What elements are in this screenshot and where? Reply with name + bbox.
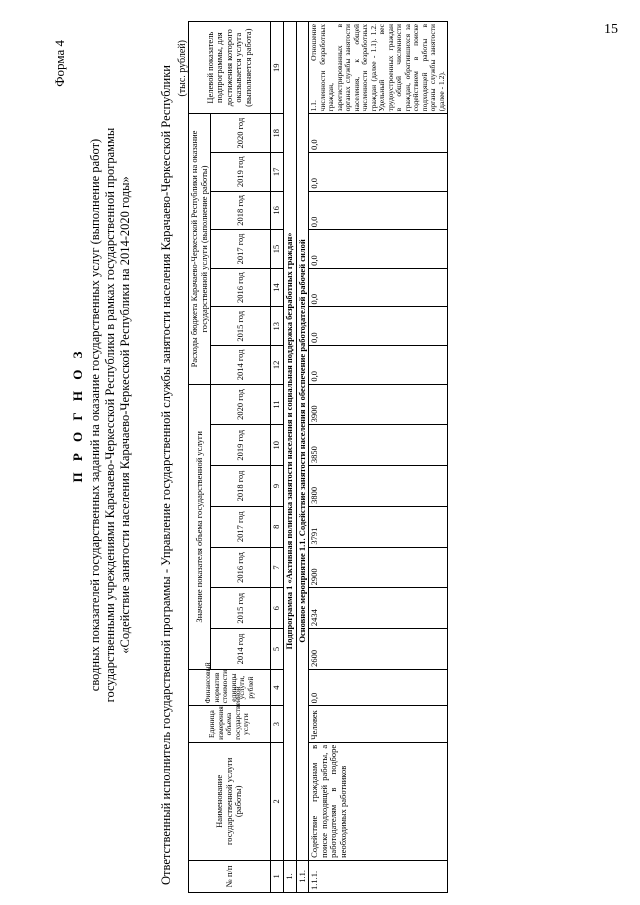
subprogram-num: 1. xyxy=(284,860,297,892)
col-number: 4 xyxy=(271,669,284,705)
year-header: 2016 год xyxy=(211,268,271,307)
volume-cell: 3850 xyxy=(309,425,448,466)
row-num: 1.1.1. xyxy=(309,860,448,892)
page-number: 15 xyxy=(604,22,618,37)
main-activity-row xyxy=(296,22,309,893)
volume-cell: 2434 xyxy=(309,588,448,629)
year-header: 2016 год xyxy=(211,547,271,588)
main-activity-title: Основное мероприятие 1.1. Содействие занятости населения и обеспечение работодателей рабочей силой xyxy=(296,22,309,861)
year-header: 2014 год xyxy=(211,346,271,385)
row-unit: Человек xyxy=(309,706,448,742)
volume-cell: 3791 xyxy=(309,506,448,547)
header-num: № п/п xyxy=(189,860,271,892)
subtitle xyxy=(88,35,133,795)
header-fin: Финансовый норматив стоимости единицы услуги, рублей xyxy=(189,669,271,705)
year-header: 2020 год xyxy=(211,114,271,153)
col-number: 7 xyxy=(271,547,284,588)
expense-cell: 0,0 xyxy=(309,153,448,192)
col-number: 12 xyxy=(271,346,284,385)
expense-cell: 0,0 xyxy=(309,307,448,346)
header-unit: Единица измерения объема государственной услуги xyxy=(189,706,271,742)
expense-cell: 0,0 xyxy=(309,114,448,153)
subprogram-row xyxy=(284,22,297,893)
expense-cell: 0,0 xyxy=(309,191,448,230)
col-number: 11 xyxy=(271,384,284,425)
year-header: 2018 год xyxy=(211,466,271,507)
subprogram-title: Подпрограмма 1 «Активная политика занятости населения и социальная поддержка безработных граждан» xyxy=(284,22,297,861)
col-number: 6 xyxy=(271,588,284,629)
units-label: (тыс. рублей) xyxy=(177,40,188,97)
col-number: 1 xyxy=(271,860,284,892)
col-number: 13 xyxy=(271,307,284,346)
row-name: Содействие гражданам в поиске подходящей работы, а работодателям в подборе необходимых работников xyxy=(309,742,448,860)
header-volume: Значение показателя объема государственной услуги xyxy=(189,384,211,669)
year-header: 2017 год xyxy=(211,506,271,547)
year-header: 2015 год xyxy=(211,588,271,629)
col-number: 9 xyxy=(271,466,284,507)
col-number: 10 xyxy=(271,425,284,466)
volume-cell: 3900 xyxy=(309,384,448,425)
volume-cell: 2600 xyxy=(309,629,448,670)
header-target: Целевой показатель подпрограммы, для достижения которого оказывается услуга (выполняется работа) xyxy=(189,22,271,114)
column-number-row xyxy=(271,22,284,893)
expense-cell: 0,0 xyxy=(309,230,448,269)
header-name: Наименование государственной услуги (работы) xyxy=(189,742,271,860)
expense-cell: 0,0 xyxy=(309,346,448,385)
header-expenses: Расходы бюджета Карачаево-Черкесской Республики на оказание государственной услуги (выполнение работы) xyxy=(189,114,211,384)
table-row xyxy=(309,22,448,893)
main-activity-num: 1.1. xyxy=(296,860,309,892)
col-number: 18 xyxy=(271,114,284,153)
page-title: П Р О Г Н О З xyxy=(70,347,85,483)
year-header: 2014 год xyxy=(211,629,271,670)
col-number: 8 xyxy=(271,506,284,547)
volume-cell: 2900 xyxy=(309,547,448,588)
year-header: 2019 год xyxy=(211,425,271,466)
forecast-table xyxy=(188,21,448,893)
year-header: 2019 год xyxy=(211,153,271,192)
col-number: 3 xyxy=(271,706,284,742)
year-header: 2018 год xyxy=(211,191,271,230)
executor-line: Ответственный исполнитель государственной программы - Управление государственной службы занятости населения Карачаево-Черкесской Республики xyxy=(159,65,173,885)
form-label: Форма 4 xyxy=(52,40,67,87)
col-number: 15 xyxy=(271,230,284,269)
subtitle-line: государственными учреждениями Карачаево-Черкесской Республики в рамках государственной программы xyxy=(103,127,117,703)
row-fin: 0,0 xyxy=(309,669,448,705)
year-header: 2020 год xyxy=(211,384,271,425)
col-number: 16 xyxy=(271,191,284,230)
row-target: 1.1. Отношение численности безработных граждан, зарегистрированных в органах службы занятости населения, к общей численности безработных граждан (далее - 1.1). 1.2. Удельный вес трудоустроенных граждан в общей численности граждан, обратившихся за содействием в поиске подходящей работы в органы службы занятости (далее - 1.2). xyxy=(309,22,448,114)
col-number: 2 xyxy=(271,742,284,860)
col-number: 17 xyxy=(271,153,284,192)
subtitle-line: сводных показателей государственных заданий на оказание государственных услуг (выполнение работ) xyxy=(88,138,102,692)
col-number: 5 xyxy=(271,629,284,670)
col-number: 14 xyxy=(271,268,284,307)
year-header: 2015 год xyxy=(211,307,271,346)
volume-cell: 3800 xyxy=(309,466,448,507)
col-number: 19 xyxy=(271,22,284,114)
year-header: 2017 год xyxy=(211,230,271,269)
expense-cell: 0,0 xyxy=(309,268,448,307)
subtitle-line: «Содействие занятости населения Карачаево-Черкесской Республики на 2014-2020 годы» xyxy=(118,176,132,654)
